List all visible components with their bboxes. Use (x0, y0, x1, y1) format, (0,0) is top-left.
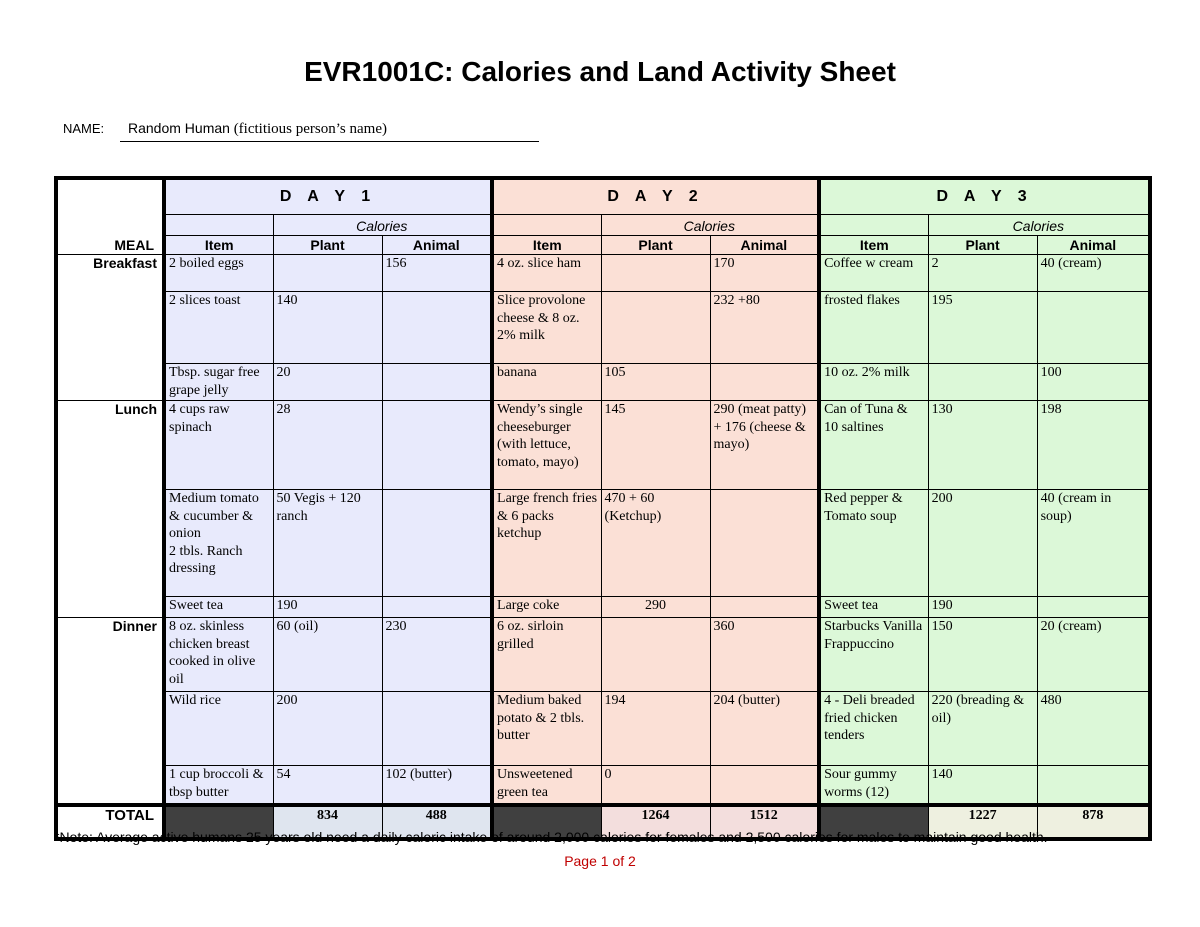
day-1-calories-header: Calories (273, 215, 492, 236)
day-2-plant-cell[interactable]: 0 (601, 766, 710, 806)
day-3-plant-cell[interactable]: 190 (928, 597, 1037, 618)
meal-label-breakfast: Breakfast (56, 255, 164, 401)
day-1-item-cell[interactable]: 1 cup broccoli & tbsp butter (164, 766, 273, 806)
day-2-plant-cell[interactable] (601, 618, 710, 692)
meal-label-dinner: Dinner (56, 618, 164, 806)
table-row (56, 618, 1150, 692)
name-value-suffix: (fictitious person’s name) (229, 121, 387, 137)
day-2-plant-cell[interactable]: 145 (601, 401, 710, 490)
day-3-item-cell[interactable]: Can of Tuna & 10 saltines (819, 401, 928, 490)
day-3-plant-cell[interactable] (928, 364, 1037, 401)
day-3-plant-cell[interactable]: 130 (928, 401, 1037, 490)
day-2-plant-cell[interactable]: 290 (601, 597, 710, 618)
day-3-animal-column-header: Animal (1037, 236, 1150, 255)
day-1-plant-cell[interactable]: 200 (273, 692, 382, 766)
day-1-animal-cell[interactable]: 102 (butter) (382, 766, 492, 806)
day-3-plant-cell[interactable]: 140 (928, 766, 1037, 806)
day-2-animal-cell[interactable] (710, 364, 819, 401)
table-row (56, 766, 1150, 806)
day-3-animal-cell[interactable]: 100 (1037, 364, 1150, 401)
table-row (56, 255, 1150, 292)
day-1-item-cell[interactable]: Medium tomato & cucumber & onion 2 tbls. Ranch dressing (164, 490, 273, 597)
name-label: NAME: (63, 121, 105, 136)
day-3-plant-cell[interactable]: 2 (928, 255, 1037, 292)
day-2-item-cell[interactable]: Wendy’s single cheeseburger (with lettuce, tomato, mayo) (492, 401, 601, 490)
day-2-plant-cell[interactable] (601, 292, 710, 364)
day-3-plant-cell[interactable]: 150 (928, 618, 1037, 692)
table-row (56, 401, 1150, 490)
day-1-animal-column-header: Animal (382, 236, 492, 255)
day-1-item-cell[interactable]: Tbsp. sugar free grape jelly (164, 364, 273, 401)
meal-column-header: MEAL (114, 236, 154, 253)
page-title: EVR1001C: Calories and Land Activity Sheet (304, 56, 896, 87)
day-1-animal-cell[interactable] (382, 364, 492, 401)
day-1-item-cell[interactable]: 2 boiled eggs (164, 255, 273, 292)
day-1-animal-cell[interactable] (382, 292, 492, 364)
day-1-plant-cell[interactable]: 28 (273, 401, 382, 490)
day-2-animal-cell[interactable]: 290 (meat patty) + 176 (cheese & mayo) (710, 401, 819, 490)
meal-label-lunch: Lunch (56, 401, 164, 618)
day-1-item-cell[interactable]: 8 oz. skinless chicken breast cooked in olive oil (164, 618, 273, 692)
day-3-item-cell[interactable]: frosted flakes (819, 292, 928, 364)
day-3-animal-cell[interactable]: 198 (1037, 401, 1150, 490)
table-row (56, 692, 1150, 766)
day-1-item-cell[interactable]: Wild rice (164, 692, 273, 766)
day-3-plant-cell[interactable]: 200 (928, 490, 1037, 597)
day-3-total-plant: 1227 (928, 805, 1037, 839)
day-1-plant-cell[interactable]: 60 (oil) (273, 618, 382, 692)
day-3-plant-cell[interactable]: 220 (breading & oil) (928, 692, 1037, 766)
day-1-spacer (164, 215, 273, 236)
name-field-value[interactable] (128, 120, 387, 138)
day-2-animal-cell[interactable] (710, 490, 819, 597)
day-3-animal-cell[interactable] (1037, 766, 1150, 806)
day-3-animal-cell[interactable]: 40 (cream) (1037, 255, 1150, 292)
day-3-animal-cell[interactable] (1037, 292, 1150, 364)
day-2-animal-cell[interactable]: 204 (butter) (710, 692, 819, 766)
day-2-calories-header: Calories (601, 215, 819, 236)
day-2-total-plant: 1264 (601, 805, 710, 839)
day-1-plant-cell[interactable]: 20 (273, 364, 382, 401)
day-1-animal-cell[interactable] (382, 490, 492, 597)
table-row (56, 597, 1150, 618)
day-2-item-cell[interactable]: Large french fries & 6 packs ketchup (492, 490, 601, 597)
day-1-plant-column-header: Plant (273, 236, 382, 255)
day-3-item-cell[interactable]: Sour gummy worms (12) (819, 766, 928, 806)
day-2-header: D A Y 2 (492, 178, 819, 215)
footnote: *Note: Average active humans 25 years old need a daily caloric intake of around 2,000 calories for females and 2,500 calories for males to maintain good health. (54, 829, 1048, 845)
day-2-item-cell[interactable]: 6 oz. sirloin grilled (492, 618, 601, 692)
day-2-plant-cell[interactable] (601, 255, 710, 292)
day-2-plant-cell[interactable]: 194 (601, 692, 710, 766)
day-3-item-column-header: Item (819, 236, 928, 255)
day-2-item-cell[interactable]: banana (492, 364, 601, 401)
day-1-item-cell[interactable]: 4 cups raw spinach (164, 401, 273, 490)
day-2-item-cell[interactable]: Unsweetened green tea (492, 766, 601, 806)
day-1-item-column-header: Item (164, 236, 273, 255)
table-row (56, 364, 1150, 401)
day-1-plant-cell[interactable]: 140 (273, 292, 382, 364)
total-label: TOTAL (56, 805, 164, 839)
day-2-item-cell[interactable]: Medium baked potato & 2 tbls. butter (492, 692, 601, 766)
day-3-animal-cell[interactable]: 40 (cream in soup) (1037, 490, 1150, 597)
table-row (56, 490, 1150, 597)
day-1-animal-cell[interactable] (382, 401, 492, 490)
day-3-item-cell[interactable]: Coffee w cream (819, 255, 928, 292)
day-3-header: D A Y 3 (819, 178, 1150, 215)
day-3-animal-cell[interactable] (1037, 597, 1150, 618)
day-3-item-cell[interactable]: 10 oz. 2% milk (819, 364, 928, 401)
day-3-item-cell[interactable]: Sweet tea (819, 597, 928, 618)
day-1-animal-cell[interactable]: 156 (382, 255, 492, 292)
day-1-plant-cell[interactable]: 54 (273, 766, 382, 806)
day-1-item-cell[interactable]: Sweet tea (164, 597, 273, 618)
day-2-animal-cell[interactable]: 232 +80 (710, 292, 819, 364)
day-1-plant-cell[interactable]: 50 Vegis + 120 ranch (273, 490, 382, 597)
name-value-prefix: Random Human (128, 120, 230, 136)
day-2-plant-column-header: Plant (601, 236, 710, 255)
day-1-total-plant: 834 (273, 805, 382, 839)
day-1-animal-cell[interactable] (382, 597, 492, 618)
page-number: Page 1 of 2 (564, 853, 636, 869)
day-2-animal-column-header: Animal (710, 236, 819, 255)
day-1-total-animal: 488 (382, 805, 492, 839)
day-3-spacer (819, 215, 928, 236)
day-3-animal-cell[interactable]: 480 (1037, 692, 1150, 766)
day-2-item-cell[interactable]: Slice provolone cheese & 8 oz. 2% milk (492, 292, 601, 364)
day-1-item-cell[interactable]: 2 slices toast (164, 292, 273, 364)
corner-cell (56, 178, 164, 255)
day-3-item-cell[interactable]: Starbucks Vanilla Frappuccino (819, 618, 928, 692)
day-1-animal-cell[interactable]: 230 (382, 618, 492, 692)
day-1-plant-cell[interactable]: 190 (273, 597, 382, 618)
day-3-item-cell[interactable]: Red pepper & Tomato soup (819, 490, 928, 597)
day-2-animal-cell[interactable] (710, 766, 819, 806)
day-2-item-column-header: Item (492, 236, 601, 255)
day-2-animal-cell[interactable]: 170 (710, 255, 819, 292)
day-1-header: D A Y 1 (164, 178, 492, 215)
day-2-animal-cell[interactable]: 360 (710, 618, 819, 692)
day-3-plant-cell[interactable]: 195 (928, 292, 1037, 364)
day-3-item-cell[interactable]: 4 - Deli breaded fried chicken tenders (819, 692, 928, 766)
day-2-plant-cell[interactable]: 105 (601, 364, 710, 401)
day-3-total-animal: 878 (1037, 805, 1150, 839)
day-2-spacer (492, 215, 601, 236)
day-2-item-cell[interactable]: Large coke (492, 597, 601, 618)
day-1-plant-cell[interactable] (273, 255, 382, 292)
day-2-animal-cell[interactable] (710, 597, 819, 618)
day-3-plant-column-header: Plant (928, 236, 1037, 255)
day-1-animal-cell[interactable] (382, 692, 492, 766)
calorie-table (54, 176, 1152, 841)
day-2-item-cell[interactable]: 4 oz. slice ham (492, 255, 601, 292)
day-2-plant-cell[interactable]: 470 + 60 (Ketchup) (601, 490, 710, 597)
day-3-animal-cell[interactable]: 20 (cream) (1037, 618, 1150, 692)
day-2-total-animal: 1512 (710, 805, 819, 839)
day-3-calories-header: Calories (928, 215, 1150, 236)
table-row (56, 292, 1150, 364)
